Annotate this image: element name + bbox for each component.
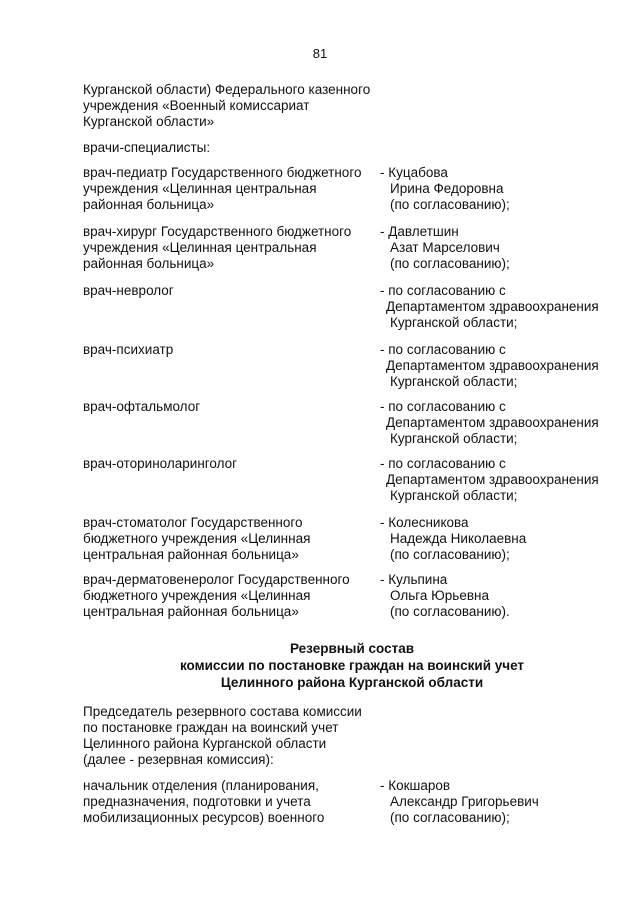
person-line: (по согласованию).: [390, 604, 510, 619]
position-line: врач-хирург Государственного бюджетного: [83, 224, 352, 239]
entry-position: [83, 224, 383, 272]
position-line: врач-психиатр: [83, 342, 174, 357]
page-number: 81: [312, 46, 328, 61]
position-line: бюджетного учреждения «Целинная: [83, 531, 311, 546]
specialists-label: [83, 140, 383, 156]
heading-line: Резервный состав: [290, 641, 414, 656]
person-line: Курганской области;: [390, 315, 518, 330]
entry-person: [380, 165, 620, 213]
person-line: Департаментом здравоохранения: [386, 299, 599, 314]
chairman-line: Председатель резервного состава комиссии: [83, 704, 362, 719]
reserve-heading: [0, 640, 640, 691]
entry-person: [380, 283, 620, 331]
person-line: - по согласованию с: [380, 283, 506, 298]
chairman-line: Целинного района Курганской области: [83, 736, 327, 751]
entry-position: [83, 456, 383, 472]
entry-person: [380, 515, 620, 563]
person-line: - Кульпина: [380, 572, 448, 587]
heading-line: комиссии по постановке граждан на воинский учет: [179, 658, 525, 673]
person-line: - по согласованию с: [380, 456, 506, 471]
intro-line: Курганской области) Федерального казенного: [83, 82, 371, 97]
position-line: врач-педиатр Государственного бюджетного: [83, 165, 362, 180]
person-line: - Куцабова: [380, 165, 448, 180]
person-line: Департаментом здравоохранения: [386, 472, 599, 487]
entry-person: [380, 224, 620, 272]
person-line: - Кокшаров: [380, 778, 451, 793]
person-line: Департаментом здравоохранения: [386, 415, 599, 430]
intro-text: [83, 82, 383, 130]
position-line: учреждения «Целинная центральная: [83, 181, 317, 196]
position-line: врач-офтальмолог: [83, 399, 201, 414]
person-line: Ольга Юрьевна: [390, 588, 489, 603]
chairman-text: [83, 704, 403, 768]
entry-person: [380, 572, 620, 620]
position-line: центральная районная больница»: [83, 547, 299, 562]
heading-line: Целинного района Курганской области: [220, 675, 484, 690]
intro-line: Курганской области»: [83, 114, 215, 129]
chairman-line: по постановке граждан на воинский учет: [83, 720, 339, 735]
position-line: врач-оториноларинголог: [83, 456, 238, 471]
person-line: (по согласованию);: [390, 547, 510, 562]
position-line: центральная районная больница»: [83, 604, 299, 619]
person-line: Департаментом здравоохранения: [386, 358, 599, 373]
specialists-label-text: врачи-специалисты:: [83, 140, 211, 155]
person-line: (по согласованию);: [390, 810, 510, 825]
entry-person: [380, 456, 620, 504]
person-line: - Давлетшин: [380, 224, 459, 239]
position-line: врач-стоматолог Государственного: [83, 515, 303, 530]
entry-position: [83, 165, 383, 213]
entry-position: [83, 572, 383, 620]
person-line: - по согласованию с: [380, 342, 506, 357]
person-line: (по согласованию);: [390, 197, 510, 212]
position-line: врач-дерматовенеролог Государственного: [83, 572, 350, 587]
person-line: Курганской области;: [390, 431, 518, 446]
position-line: районная больница»: [83, 197, 215, 212]
position-line: учреждения «Целинная центральная: [83, 240, 317, 255]
entry-position: [83, 399, 383, 415]
entry-person: [380, 399, 620, 447]
person-line: Курганской области;: [390, 374, 518, 389]
person-line: (по согласованию);: [390, 256, 510, 271]
position-line: районная больница»: [83, 256, 215, 271]
intro-line: учреждения «Военный комиссариат: [83, 98, 310, 113]
chairman-line: (далее - резервная комиссия):: [83, 752, 274, 767]
person-line: Надежда Николаевна: [390, 531, 527, 546]
person-line: Ирина Федоровна: [390, 181, 504, 196]
person-line: - Колесникова: [380, 515, 469, 530]
person-line: Александр Григорьевич: [390, 794, 539, 809]
position-line: предназначения, подготовки и учета: [83, 794, 311, 809]
entry-position: [83, 283, 383, 299]
position-line: бюджетного учреждения «Целинная: [83, 588, 311, 603]
position-line: врач-невролог: [83, 283, 174, 298]
entry-position: [83, 342, 383, 358]
person-line: - по согласованию с: [380, 399, 506, 414]
entry-person: [380, 342, 620, 390]
entry-position: [83, 515, 383, 563]
entry-person: [380, 778, 620, 826]
position-line: начальник отделения (планирования,: [83, 778, 319, 793]
person-line: Курганской области;: [390, 488, 518, 503]
entry-position: [83, 778, 383, 826]
person-line: Азат Марселович: [390, 240, 500, 255]
position-line: мобилизационных ресурсов) военного: [83, 810, 325, 825]
